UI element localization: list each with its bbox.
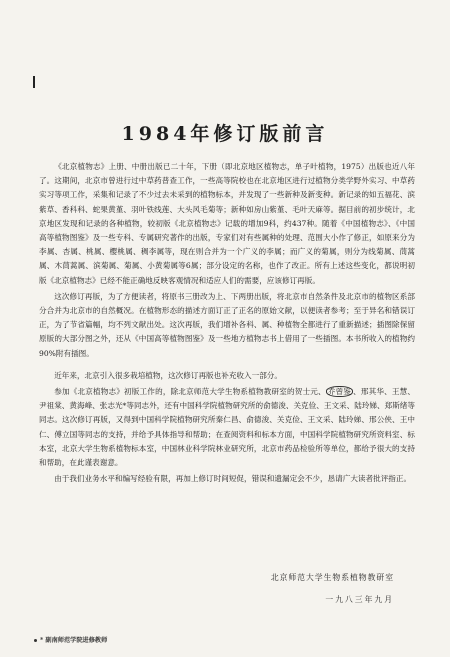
paragraph-4-before: 参加《北京植物志》初版工作的，除北京师范大学生物系植物教研室的贺士元、 [54, 387, 326, 397]
footnote-text: * 副南师范学院进修教师 [40, 637, 108, 644]
paragraph-3: 近年来，北京引入很多栽培植物，这次修订再版也补充收入一部分。 [54, 370, 282, 380]
preface-body [39, 160, 415, 488]
signature: 北京师范大学生物系植物教研室 [270, 573, 394, 582]
footnote [34, 635, 107, 644]
page-title: 1984年修订版前言 [121, 123, 329, 145]
date: 一九八三年九月 [325, 595, 394, 604]
paragraph-1: 《北京植物志》上册、中册出版已二十年，下册（即北京地区植物志，单子叶植物，1975）出版也近八年了。这期间，北京市曾进行过中草药普查工作，一些高等院校也在北京地区进行过植物分类学野外实习、中草药实习等项工作，采集和记录了不少过去未采到的植物标本，并发现了一些新种及新变种。新记录的如五福花、滨紫草、香科科、蛇果黄堇、羽叶铁线莲、大头风毛菊等；新种如房山紫堇、毛叶天麻等。据目前的初步统计，北京地区发现和记录的各种植物，较初版《北京植物志》记载的增加9科，约437种。随着《中国植物志》、《中国高等植物图鉴》及一些专科、专属研究著作的出版，专家们对有些属种的处理、范围大小作了修正，如原来分为李属、杏属、桃属、樱桃属、稠李属等，现在则合并为一个广义的李属；而广义的菊属，则分为线菊属、茼蒿属、木茼蒿属、滨菊属、菊属、小黄菊属等6属；部分设定的名称，也作了改正。所有上述这些变化，都说明初版《北京植物志》已经不能正确地反映客观情况和适应人们的需要，应该修订再版。 [39, 162, 415, 285]
margin-mark [33, 76, 35, 88]
paragraph-4 [39, 385, 415, 470]
paragraph-4-after: 、邢其华、王慧、尹祖棠、黄海峰、张志光*等同志外，还有中国科学院植物研究所的俞德浚、关克俭、王文采、陆玲娣、郑斯绪等同志。这次修订再版，又得到中国科学院植物研究所秦仁昌、俞德浚、关克俭、王文采、陆玲娣、邢公侠、王中仁、傅立国等同志的支持，并给予具体指导和帮助；在查阅资料和标本方面，中国科学院植物研究所资料室、标本室，北京大学生物系植物标本室，中国林业科学院林业研究所，北京市药品检验所等单位，都给予很大的支持和帮助，在此谨表谢意。 [39, 387, 416, 468]
paragraph-2: 这次修订再版，为了方便读者，将原书三册改为上、下两册出版，将北京市自然条件及北京市的植物区系部分合并为北京市的自然概况。在植物形态的描述方面订正了正名的原始文献，以便读者参考；至于异名和错误订正，为了节省篇幅，均不列文献出处。这次再版，我们增补各科、属、种植物全都进行了重新描述；插图除保留原版的大部分图之外，还从《中国高等植物图鉴》及一些地方植物志书上借用了一些插图。本书所收入的植物约90%附有插图。 [39, 291, 415, 358]
circled-name: 乔曾鉴 [327, 387, 352, 397]
paragraph-5: 由于我们业务水平和编写经验有限，再加上修订时间短促，错误和遗漏定会不少，恳请广大读者批评指正。 [54, 474, 412, 484]
